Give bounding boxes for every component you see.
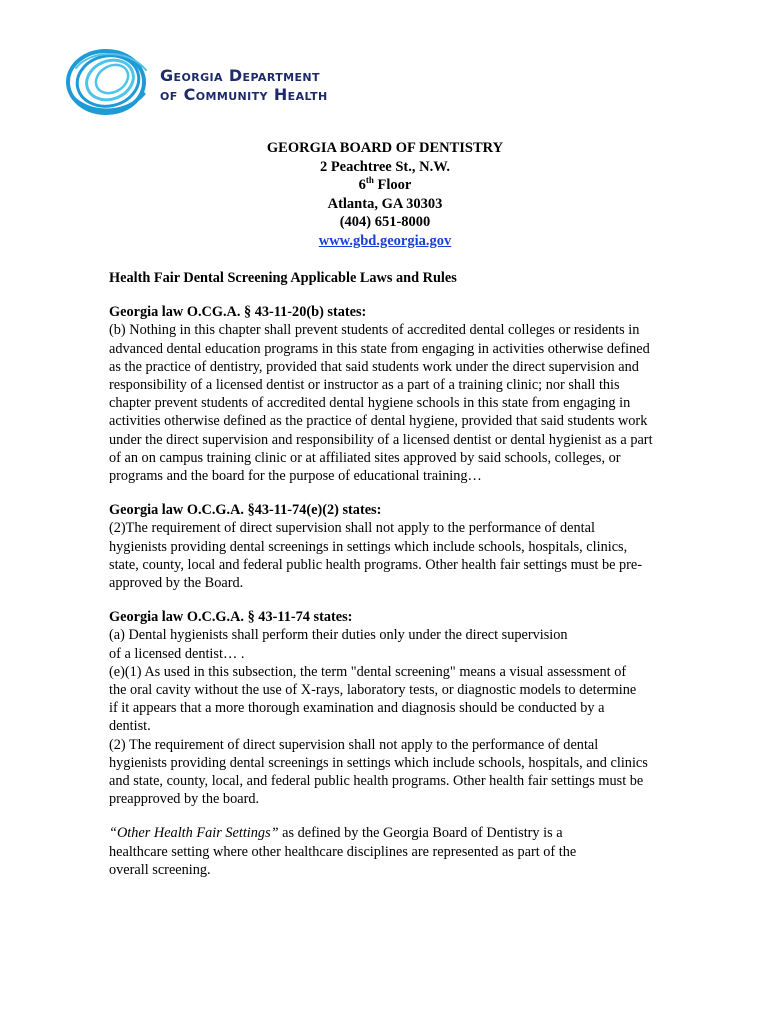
logo-text	[160, 66, 328, 104]
agency-logo	[62, 44, 382, 124]
document-body	[109, 269, 689, 895]
street-address: 2 Peachtree St., N.W.	[319, 158, 451, 175]
floor-ordinal: th	[365, 175, 374, 186]
org-name: GEORGIA BOARD OF DENTISTRY	[266, 140, 504, 156]
section-heading: Georgia law O.CG.A. § 43-11-20(b) states:	[109, 304, 367, 321]
text-line: approved by the Board.	[109, 575, 244, 592]
text-line: (2) The requirement of direct supervision shall not apply to the performance of dental	[109, 736, 599, 753]
floor-number: 6	[358, 177, 366, 193]
text-line: preapproved by the board.	[109, 791, 260, 808]
definition-paragraph	[109, 824, 689, 879]
text-line: (a) Dental hygienists shall perform their duties only under the direct supervision	[109, 627, 568, 644]
text-line: if it appears that a more thorough examination and diagnosis should be conducted by a	[109, 700, 605, 717]
text-line: of a licensed dentist… .	[109, 645, 245, 662]
text-line: responsibility of a licensed dentist or instructor as a part of a training clinic; nor shall this	[109, 377, 620, 394]
document-title: Health Fair Dental Screening Applicable Laws and Rules	[109, 270, 457, 286]
text-line: (e)(1) As used in this subsection, the term "dental screening" means a visual assessment of	[109, 663, 627, 680]
phone-number: (404) 651-8000	[339, 214, 431, 230]
floor-line	[0, 176, 770, 195]
logo-line-2: of Community Health	[160, 85, 328, 104]
text-line: state, county, local and federal public health programs. Other health fair settings must be pre-	[109, 556, 643, 573]
section-heading: Georgia law O.C.G.A. § 43-11-74 states:	[109, 609, 353, 626]
text-line: programs and the board for the purpose of educational training…	[109, 468, 482, 485]
text-line: chapter prevent students of accredited dental hygiene schools in this state from engaging in	[109, 395, 631, 412]
text-line: the oral cavity without the use of X-rays, laboratory tests, or diagnostic models to determine	[109, 682, 637, 699]
letterhead	[0, 139, 770, 250]
website-link[interactable]: www.gbd.georgia.gov	[318, 232, 452, 249]
logo-line-1: Georgia Department	[160, 66, 320, 85]
law-section-1	[109, 303, 689, 485]
law-section-3	[109, 608, 689, 808]
text-line: as the practice of dentistry, provided that said students work under the direct supervision and	[109, 358, 639, 375]
city-line: Atlanta, GA 30303	[327, 195, 443, 212]
text-line: (2)The requirement of direct supervision shall not apply to the performance of dental	[109, 520, 595, 537]
law-section-2	[109, 501, 689, 592]
text-line: advanced dental education programs in this state from engaging in activities otherwise defined	[109, 340, 650, 357]
swirl-logo-icon	[62, 44, 154, 124]
defined-term: “Other Health Fair Settings”	[109, 825, 279, 842]
text-line: hygienists providing dental screenings in settings which include schools, hospitals, clinics,	[109, 538, 628, 555]
text-line: healthcare setting where other healthcare disciplines are represented as part of the	[109, 843, 577, 860]
text-line: hygienists providing dental screenings in settings which include schools, hospitals, and clinics	[109, 754, 648, 771]
text-line: and state, county, local, and federal public health programs. Other health fair settings must be	[109, 773, 644, 790]
section-heading: Georgia law O.C.G.A. §43-11-74(e)(2) states:	[109, 502, 382, 519]
text-line: (b) Nothing in this chapter shall prevent students of accredited dental colleges or residents in	[109, 322, 640, 339]
text-line: activities otherwise defined as the practice of dental hygiene, provided that said students work	[109, 413, 648, 430]
text-line: of an on campus training clinic or at affiliated sites approved by said schools, colleges, or	[109, 449, 621, 466]
text-line: as defined by the Georgia Board of Dentistry is a	[278, 825, 563, 842]
floor-word: Floor	[373, 177, 412, 193]
text-line: overall screening.	[109, 861, 211, 878]
text-line: dentist.	[109, 718, 151, 735]
text-line: under the direct supervision and responsibility of a licensed dentist or dental hygienist as a part	[109, 431, 653, 448]
